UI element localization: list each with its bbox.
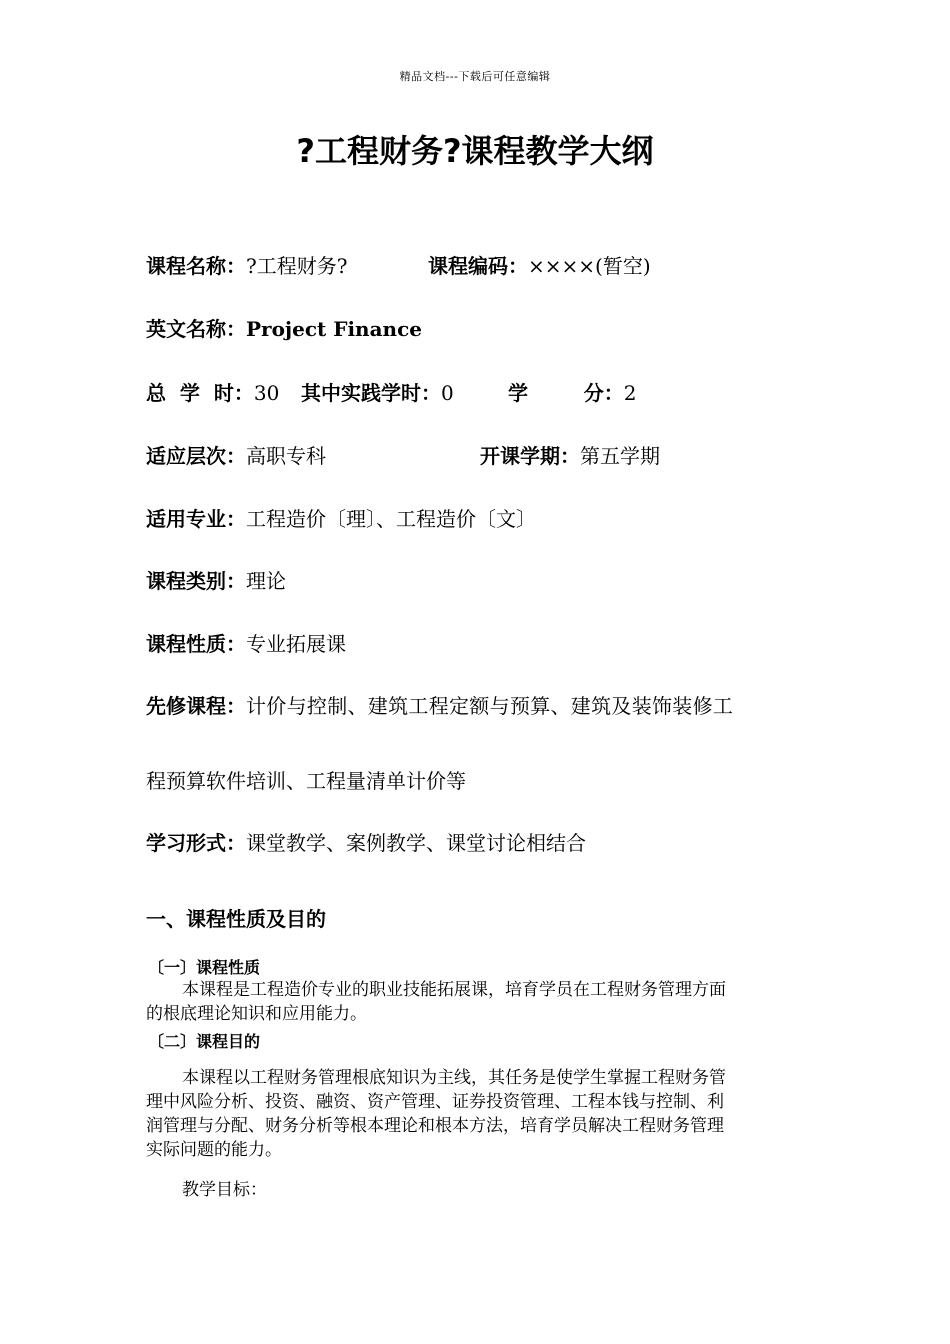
major-value: 工程造价〔理〕、工程造价〔文〕 (246, 507, 536, 531)
credits-label: 学 分： (508, 381, 624, 405)
level-value: 高职专科 (246, 444, 326, 468)
level-label: 适应层次： (146, 444, 246, 468)
form-field (146, 827, 586, 856)
credits-value: 2 (623, 381, 637, 405)
nature-value: 专业拓展课 (246, 632, 346, 656)
teaching-goal-label: 教学目标： (182, 1180, 267, 1200)
total-hours-label: 总 学 时： (146, 381, 254, 405)
paragraph-line: 实际问题的能力。 (146, 1140, 282, 1160)
major-label: 适用专业： (146, 507, 246, 531)
prerequisites-label: 先修课程： (146, 694, 246, 718)
prerequisites-field (146, 690, 733, 719)
semester-field (480, 440, 660, 469)
category-field (146, 565, 286, 594)
course-code-value: ××××(暂空) (528, 254, 651, 278)
prerequisites-continuation (146, 765, 466, 794)
english-name-label: 英文名称： (146, 317, 246, 341)
category-value: 理论 (246, 569, 286, 593)
form-label: 学习形式： (146, 831, 246, 855)
section-heading: 一、课程性质及目的 (146, 907, 326, 931)
paragraph-line: 理中风险分析、投资、融资、资产管理、证券投资管理、工程本钱与控制、利 (146, 1092, 724, 1112)
semester-label: 开课学期： (480, 444, 580, 468)
major-field (146, 503, 536, 532)
category-label: 课程类别： (146, 569, 246, 593)
teaching-goal (146, 1178, 806, 1202)
subsection-heading-nature: 〔一〕课程性质 (148, 958, 261, 977)
paragraph-line: 本课程是工程造价专业的职业技能拓展课，培育学员在工程财务管理方面 (182, 980, 726, 1000)
practice-hours-label: 其中实践学时： (301, 381, 441, 405)
document-title: ?工程财务?课程教学大纲 (296, 132, 654, 170)
prerequisites-value-line1: 计价与控制、建筑工程定额与预算、建筑及装饰装修工 (246, 694, 734, 718)
paragraph-line: 本课程以工程财务管理根底知识为主线，其任务是使学生掌握工程财务管 (182, 1068, 726, 1088)
subsection-heading-purpose: 〔二〕课程目的 (148, 1032, 261, 1051)
prerequisites-value-line2: 程预算软件培训、工程量清单计价等 (146, 769, 466, 793)
level-field (146, 440, 326, 469)
paragraph-line: 润管理与分配、财务分析等根本理论和根本方法，培育学员解决工程财务管理 (146, 1116, 724, 1136)
paragraph-line: 的根底理论知识和应用能力。 (146, 1004, 367, 1024)
form-value: 课堂教学、案例教学、课堂讨论相结合 (246, 831, 586, 855)
course-name-field (146, 250, 347, 279)
course-name-label: 课程名称： (146, 254, 246, 278)
practice-hours-field (301, 377, 454, 406)
course-code-label: 课程编码： (428, 254, 528, 278)
english-name-field (146, 313, 422, 342)
credits-field (508, 377, 636, 406)
paragraph-nature (146, 978, 806, 1026)
practice-hours-value: 0 (441, 381, 454, 405)
paragraph-purpose (146, 1066, 806, 1162)
course-name-value: ?工程财务? (246, 254, 348, 278)
nature-label: 课程性质： (146, 632, 246, 656)
total-hours-field (146, 377, 279, 406)
semester-value: 第五学期 (580, 444, 660, 468)
english-name-value: Project Finance (246, 317, 422, 341)
total-hours-value: 30 (253, 381, 280, 405)
course-code-field (428, 250, 651, 279)
header-note: 精品文档---下载后可任意编辑 (399, 70, 551, 83)
nature-field (146, 628, 346, 657)
